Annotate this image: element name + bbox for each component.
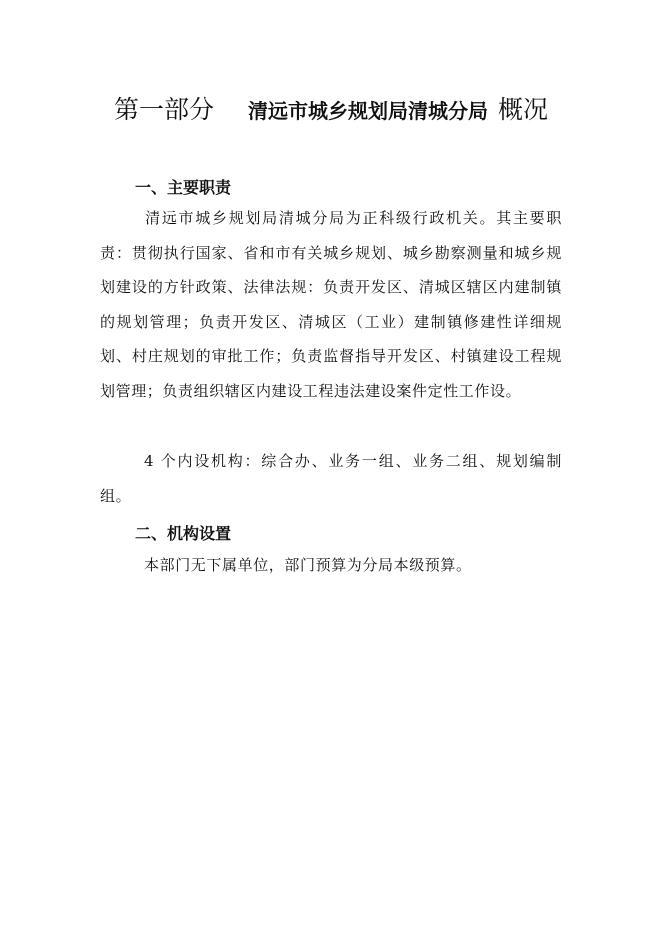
paragraph-structure: 本部门无下属单位，部门预算为分局本级预算。 [144,556,472,574]
paragraph-duties [100,201,562,409]
title-overview: 概况 [498,95,549,124]
paragraph-internal-units [100,444,562,513]
paragraph-internal-units-text: 4 个内设机构：综合办、业务一组、业务二组、规划编制组。 [100,452,562,505]
title-part: 第一部分 [113,95,214,124]
title-organization: 清远市城乡规划局清城分局 [248,99,488,123]
section-heading-duties: 一、主要职责 [135,178,232,197]
page-title [0,90,662,126]
paragraph-duties-text: 清远市城乡规划局清城分局为正科级行政机关。其主要职责：贯彻执行国家、省和市有关城乡规划、城乡勘察测量和城乡规划建设的方针政策、法律法规：负责开发区、清城区辖区内建制镇的规划管理；负责开发区、清城区（工业）建制镇修建性详细规划、村庄规划的审批工作；负责监督指导开发区、村镇建设工程规划管理；负责组织辖区内建设工程违法建设案件定性工作设。 [100,209,562,400]
section-heading-structure: 二、机构设置 [135,524,232,543]
